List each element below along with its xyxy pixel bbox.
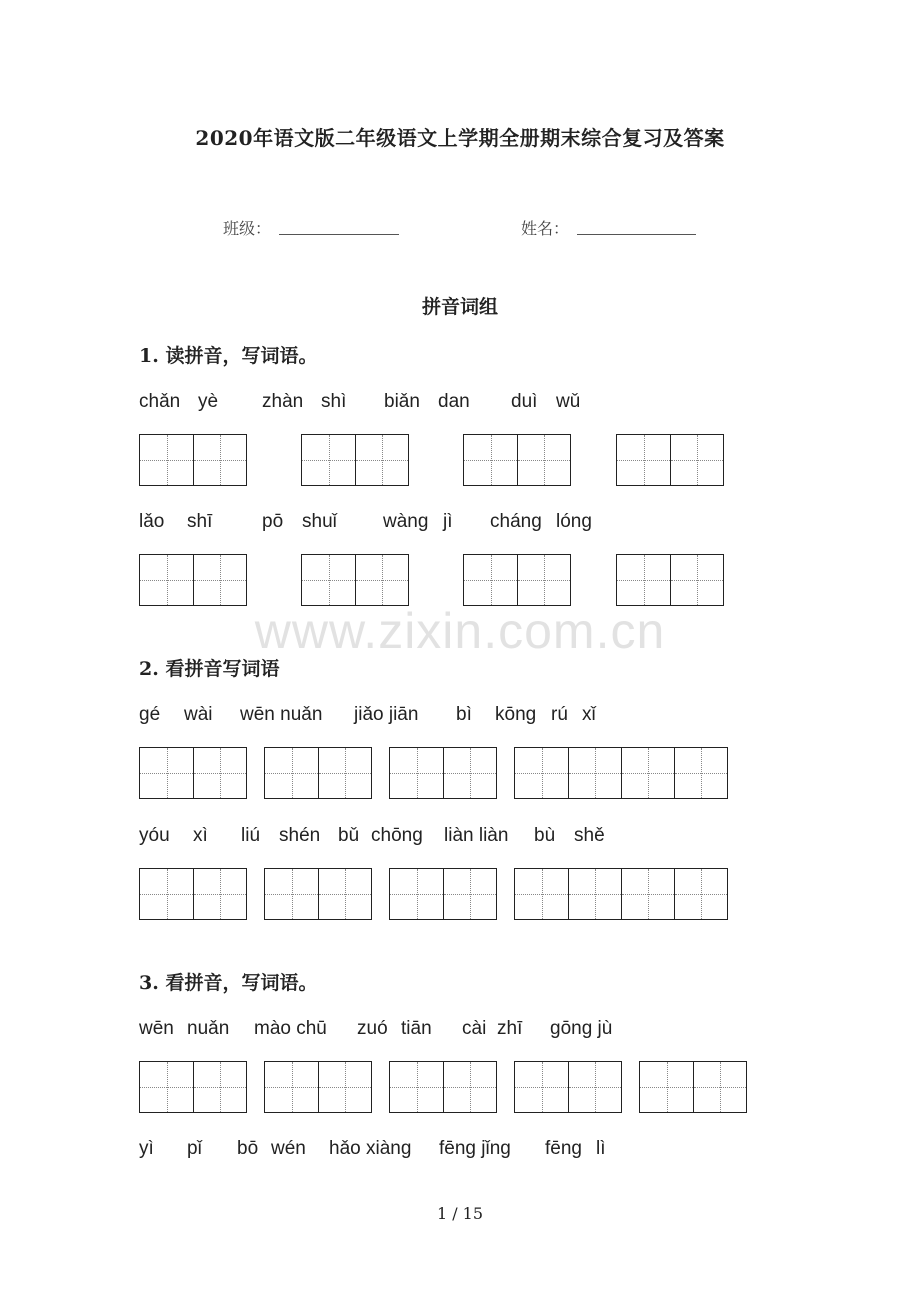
answer-grid[interactable]	[514, 868, 728, 920]
pinyin-syllable: wǔ	[556, 391, 581, 412]
grid-cell[interactable]	[568, 748, 621, 798]
answer-grid[interactable]	[389, 868, 497, 920]
answer-grid[interactable]	[139, 1061, 247, 1113]
pinyin-syllable: liàn liàn	[444, 825, 509, 846]
grid-cell[interactable]	[355, 435, 408, 485]
pinyin-syllable: shì	[321, 391, 347, 412]
pinyin-syllable: jiǎo jiān	[354, 704, 419, 725]
grid-cell[interactable]	[318, 1062, 371, 1112]
pinyin-syllable: wēn nuǎn	[240, 704, 323, 725]
page-number: 1 / 15	[436, 1204, 484, 1223]
grid-cell[interactable]	[674, 748, 727, 798]
answer-grid[interactable]	[139, 747, 247, 799]
grid-cell[interactable]	[265, 1062, 318, 1112]
pinyin-syllable: wén	[271, 1138, 306, 1159]
grid-cell[interactable]	[140, 1062, 193, 1112]
grid-cell[interactable]	[515, 748, 568, 798]
pinyin-syllable: jì	[443, 511, 453, 532]
pinyin-syllable: yè	[198, 391, 219, 412]
pinyin-syllable: bō	[237, 1138, 259, 1159]
pinyin-syllable: lóng	[556, 511, 592, 532]
grid-cell[interactable]	[390, 748, 443, 798]
question-1-heading: 1. 读拼音，写词语。	[139, 345, 318, 367]
question-3-heading: 3. 看拼音，写词语。	[139, 972, 318, 994]
grid-cell[interactable]	[515, 869, 568, 919]
pinyin-syllable: shī	[187, 511, 213, 532]
grid-cell[interactable]	[302, 435, 355, 485]
grid-cell[interactable]	[265, 869, 318, 919]
answer-grid[interactable]	[514, 1061, 622, 1113]
pinyin-syllable: gé	[139, 704, 161, 725]
pinyin-syllable: mào chū	[254, 1018, 327, 1039]
answer-grid[interactable]	[264, 868, 372, 920]
pinyin-syllable: liú	[241, 825, 261, 846]
grid-cell[interactable]	[302, 555, 355, 605]
pinyin-syllable: bǔ	[338, 825, 360, 846]
grid-cell[interactable]	[568, 869, 621, 919]
pinyin-syllable: zhī	[497, 1018, 523, 1039]
grid-cell[interactable]	[390, 869, 443, 919]
pinyin-syllable: xǐ	[582, 704, 596, 725]
pinyin-syllable: shě	[574, 825, 605, 846]
grid-cell[interactable]	[464, 555, 517, 605]
answer-grid[interactable]	[514, 747, 728, 799]
grid-cell[interactable]	[617, 555, 670, 605]
grid-cell[interactable]	[193, 555, 246, 605]
grid-cell[interactable]	[443, 748, 496, 798]
answer-grid[interactable]	[301, 554, 409, 606]
grid-cell[interactable]	[140, 748, 193, 798]
answer-grid[interactable]	[139, 554, 247, 606]
pinyin-syllable: rú	[551, 704, 568, 725]
grid-cell[interactable]	[515, 1062, 568, 1112]
pinyin-syllable: fēng jǐng	[439, 1138, 511, 1159]
answer-grid[interactable]	[639, 1061, 747, 1113]
pinyin-syllable: zhàn	[262, 391, 304, 412]
pinyin-syllable: bì	[456, 704, 472, 725]
grid-cell[interactable]	[443, 869, 496, 919]
watermark: www.zixin.com.cn	[254, 603, 666, 659]
class-blank[interactable]	[279, 214, 399, 235]
pinyin-syllable: fēng	[545, 1138, 582, 1159]
question-2-heading: 2. 看拼音写词语	[139, 658, 280, 680]
grid-cell[interactable]	[674, 869, 727, 919]
pinyin-syllable: nuǎn	[187, 1018, 230, 1039]
grid-cell[interactable]	[193, 869, 246, 919]
answer-grid[interactable]	[139, 868, 247, 920]
grid-cell[interactable]	[318, 748, 371, 798]
pinyin-syllable: bù	[534, 825, 556, 846]
grid-cell[interactable]	[693, 1062, 746, 1112]
grid-cell[interactable]	[140, 869, 193, 919]
grid-cell[interactable]	[517, 555, 570, 605]
answer-grid[interactable]	[139, 434, 247, 486]
pinyin-syllable: chōng	[371, 825, 423, 846]
pinyin-syllable: hǎo xiàng	[329, 1138, 412, 1159]
pinyin-syllable: pǐ	[187, 1138, 202, 1159]
grid-cell[interactable]	[140, 555, 193, 605]
grid-cell[interactable]	[193, 1062, 246, 1112]
pinyin-syllable: tiān	[401, 1018, 432, 1039]
class-label: 班级：	[223, 219, 272, 238]
grid-cell[interactable]	[517, 435, 570, 485]
grid-cell[interactable]	[193, 748, 246, 798]
answer-grid[interactable]	[264, 747, 372, 799]
pinyin-syllable: shén	[279, 825, 321, 846]
grid-cell[interactable]	[640, 1062, 693, 1112]
answer-grid[interactable]	[463, 554, 571, 606]
name-label: 姓名：	[521, 219, 570, 238]
answer-grid[interactable]	[616, 554, 724, 606]
answer-grid[interactable]	[389, 1061, 497, 1113]
name-blank[interactable]	[577, 214, 696, 235]
pinyin-syllable: wàng	[383, 511, 429, 532]
answer-grid[interactable]	[264, 1061, 372, 1113]
pinyin-syllable: cài	[462, 1018, 487, 1039]
pinyin-syllable: yóu	[139, 825, 170, 846]
document-title: 2020年语文版二年级语文上学期全册期末综合复习及答案	[195, 126, 725, 150]
grid-cell[interactable]	[621, 869, 674, 919]
grid-cell[interactable]	[140, 435, 193, 485]
pinyin-syllable: lǎo	[139, 511, 165, 532]
grid-cell[interactable]	[265, 748, 318, 798]
pinyin-syllable: shuǐ	[302, 511, 337, 532]
pinyin-syllable: yì	[139, 1138, 154, 1159]
pinyin-syllable: zuó	[357, 1018, 388, 1039]
pinyin-syllable: cháng	[490, 511, 542, 532]
grid-cell[interactable]	[464, 435, 517, 485]
answer-grid[interactable]	[616, 434, 724, 486]
pinyin-syllable: xì	[193, 825, 208, 846]
pinyin-syllable: biǎn	[384, 391, 420, 412]
pinyin-syllable: chǎn	[139, 391, 181, 412]
pinyin-syllable: lì	[596, 1138, 606, 1159]
grid-cell[interactable]	[390, 1062, 443, 1112]
pinyin-syllable: pō	[262, 511, 284, 532]
section-title: 拼音词组	[421, 296, 498, 318]
grid-cell[interactable]	[355, 555, 408, 605]
pinyin-syllable: wēn	[139, 1018, 174, 1039]
pinyin-syllable: dan	[438, 391, 470, 412]
grid-cell[interactable]	[670, 555, 723, 605]
pinyin-syllable: kōng	[495, 704, 537, 725]
grid-cell[interactable]	[670, 435, 723, 485]
answer-grid[interactable]	[389, 747, 497, 799]
pinyin-syllable: wài	[184, 704, 213, 725]
pinyin-syllable: duì	[511, 391, 538, 412]
grid-cell[interactable]	[443, 1062, 496, 1112]
grid-cell[interactable]	[617, 435, 670, 485]
grid-cell[interactable]	[318, 869, 371, 919]
pinyin-syllable: gōng jù	[550, 1018, 613, 1039]
grid-cell[interactable]	[193, 435, 246, 485]
grid-cell[interactable]	[621, 748, 674, 798]
grid-cell[interactable]	[568, 1062, 621, 1112]
answer-grid[interactable]	[301, 434, 409, 486]
answer-grid[interactable]	[463, 434, 571, 486]
